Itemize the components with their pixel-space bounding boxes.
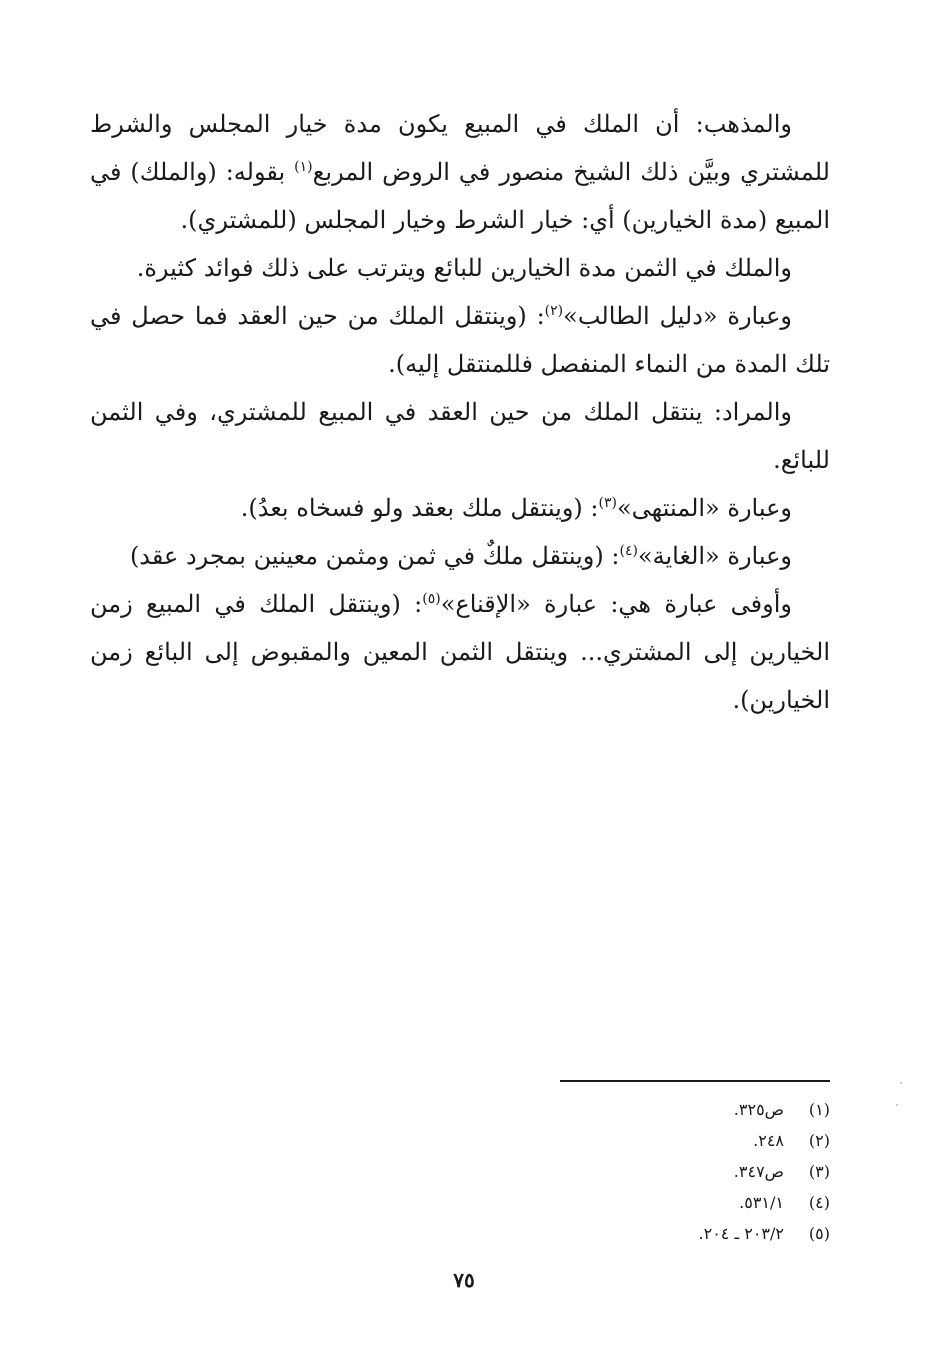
footnote-ref-5[interactable]: (٥) [422,591,441,607]
paragraph-5 [90,484,830,532]
footnote-text: ٢٤٨. [753,1131,784,1150]
para-5-text-2: : (وينتقل ملك بعقد ولو فسخاه بعدُ). [240,494,599,522]
paragraph-3 [90,292,830,388]
footnote-text: ٥٣١/١. [739,1193,784,1212]
scan-speck [896,1104,898,1106]
footnote-number: (٤) [808,1193,830,1212]
footnote-number: (١) [808,1100,830,1119]
footnote-text: ص٣٢٥. [733,1100,784,1119]
page-number: ٧٥ [453,1268,475,1292]
body-text [90,100,830,724]
footnote-text: ص٣٤٧. [733,1162,784,1181]
para-3-text-1: وعبارة «دليل الطالب» [563,302,793,330]
footnote-ref-4[interactable]: (٤) [619,543,638,559]
footnote-4 [430,1187,830,1218]
footnote-ref-3[interactable]: (٣) [598,495,617,511]
para-7-text-1: وأوفى عبارة هي: عبارة «الإقناع» [440,590,792,618]
para-1-text-1: والمذهب: أن الملك في المبيع يكون مدة خيار المجلس والشرط للمشتري وبيَّن ذلك الشيخ منصور في الروض المربع [90,110,830,186]
footnotes [430,1094,830,1249]
footnote-1 [430,1094,830,1125]
para-6-text-2: : (وينتقل ملكٌ في ثمن ومثمن معينين بمجرد عقد) [129,542,620,570]
para-4-text-1: والمراد: ينتقل الملك من حين العقد في المبيع للمشتري، وفي الثمن للبائع. [90,398,830,474]
paragraph-6 [90,532,830,580]
para-5-text-1: وعبارة «المنتهى» [616,494,792,522]
footnote-5 [430,1218,830,1249]
footnote-ref-2[interactable]: (٢) [544,303,564,319]
footnote-3 [430,1156,830,1187]
para-3-text-2: : (وينتقل الملك من حين العقد فما حصل في تلك المدة من النماء المنفصل فللمنتقل إليه). [90,302,830,378]
footnote-text: ٢٠٣/٢ ـ ٢٠٤. [698,1224,784,1243]
footnote-ref-1[interactable]: (١) [294,159,313,175]
footnote-2 [430,1125,830,1156]
paragraph-2 [90,244,830,292]
footnote-number: (٥) [808,1224,830,1243]
footnote-number: (٢) [808,1131,830,1150]
footnote-number: (٣) [808,1162,830,1181]
paragraph-7 [90,580,830,724]
footnote-divider [560,1080,830,1082]
paragraph-4 [90,388,830,484]
paragraph-1 [90,100,830,244]
scan-speck [900,1082,902,1084]
para-2-text-1: والملك في الثمن مدة الخيارين للبائع ويترتب على ذلك فوائد كثيرة. [136,254,792,282]
para-1-text-2: بقوله: (والملك) في المبيع (مدة الخيارين) أي: خيار الشرط وخيار المجلس (للمشتري). [90,158,830,234]
para-7-text-2: : (وينتقل الملك في المبيع زمن الخيارين إلى المشتري... وينتقل الثمن المعين والمقبوض إلى البائع زمن الخيارين). [90,590,830,714]
para-6-text-1: وعبارة «الغاية» [637,542,792,570]
